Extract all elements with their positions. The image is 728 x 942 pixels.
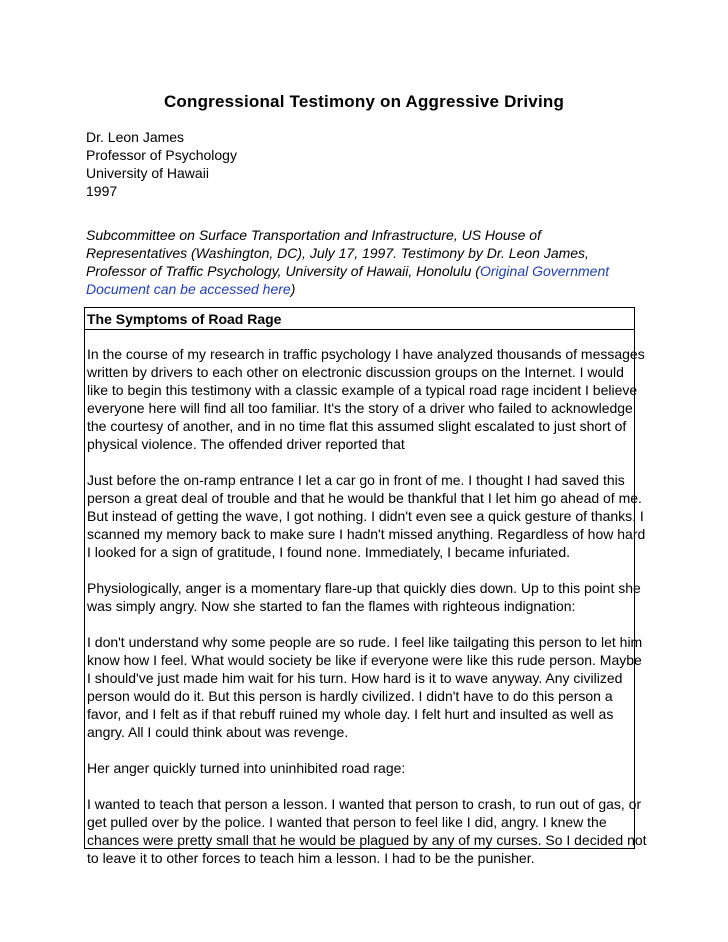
section-paragraph-4: I don't understand why some people are so rude. I feel like tailgating this person to let him know how I feel. What would society be like if everyone were like this rude person. Maybe I should've just made him wait for his turn. How hard is it to wave anyway. Any civilized person would do it. But this person is hardly civilized. I didn't have to do this person a favor, and I felt as if that rebuff ruined my whole day. I felt hurt and insulted as well as angry. All I could think about was revenge. [87,634,643,740]
author-year: 1997 [86,183,118,199]
intro-closing: ) [290,281,296,297]
section-body [85,330,647,867]
section-paragraph-6: I wanted to teach that person a lesson. I wanted that person to crash, to run out of gas, or get pulled over by the police. I wanted that person to feel like I did, angry. I knew the chances were pretty small that he would be plagued by any of my curses. So I decided not to leave it to other forces to teach him a lesson. I had to be the punisher. [87,796,647,866]
section-heading: The Symptoms of Road Rage [85,308,634,330]
author-name: Dr. Leon James [86,129,185,145]
document-title: Congressional Testimony on Aggressive Driving [163,92,565,111]
intro-paragraph [86,226,646,298]
section-paragraph-1: In the course of my research in traffic psychology I have analyzed thousands of messages written by drivers to each other on electronic discussion groups on the Internet. I would like to begin this testimony with a classic example of a typical road rage incident I believe everyone here will find all too familiar. It's the story of a driver who failed to acknowledge the courtesy of another, and in no time flat this assumed slight escalated to just short of physical violence. The offended driver reported that [87,346,645,452]
intro-text: Subcommittee on Surface Transportation and Infrastructure, US House of Representatives (Washington, DC), July 17, 1997. Testimony by Dr. Leon James, Professor of Traffic Psychology, University of Hawaii, Honolulu ( [86,227,589,279]
section-paragraph-2: Just before the on-ramp entrance I let a car go in front of me. I thought I had saved this person a great deal of trouble and that he would be thankful that I let him go ahead of me. But instead of getting the wave, I got nothing. I didn't even see a quick gesture of thanks. I scanned my memory back to make sure I hadn't missed anything. Regardless of how hard I looked for a sign of gratitude, I found none. Immediately, I became infuriated. [87,472,646,560]
section-box [84,307,647,866]
author-affiliation: University of Hawaii [86,165,209,181]
section-paragraph-5: Her anger quickly turned into uninhibited road rage: [87,760,406,776]
author-block [86,128,237,200]
section-paragraph-3: Physiologically, anger is a momentary flare-up that quickly dies down. Up to this point she was simply angry. Now she started to fan the flames with righteous indignation: [87,580,641,614]
original-document-link[interactable]: Original Government Document can be accessed here [86,263,610,297]
author-position: Professor of Psychology [86,147,237,163]
